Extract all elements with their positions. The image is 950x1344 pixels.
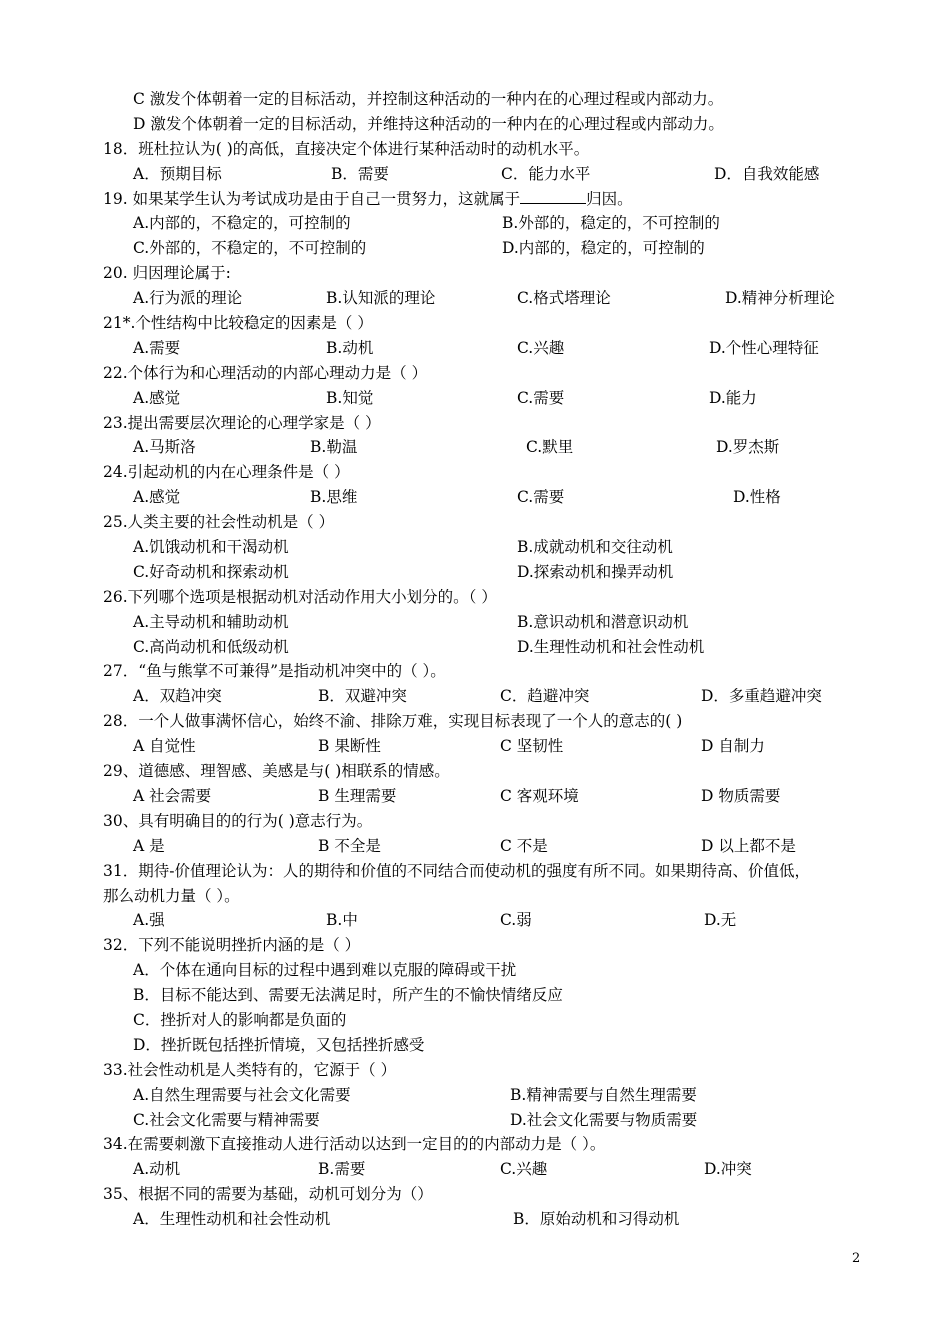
question-text [103,809,863,834]
answer-option: C.格式塔理论 [517,289,611,308]
answer-options-row [103,236,863,261]
answer-option: C．能力水平 [501,164,591,183]
question-stem: 33.社会性动机是人类特有的，它源于（ ） [103,1060,397,1079]
answer-option: A 自觉性 [133,737,196,756]
question-stem: 24.引起动机的内在心理条件是（ ） [103,463,350,482]
question-text [103,361,863,386]
answer-option: B.勒温 [310,438,358,457]
answer-option: A.主导动机和辅助动机 [133,612,289,631]
question-stem: 31．期待-价值理论认为：人的期待和价值的不同结合而使动机的强度有所不同。如果期待高、价值低， [103,861,810,880]
question-stem: 35、根据不同的需要为基础，动机可划分为（） [103,1185,433,1204]
question-stem: 34.在需要刺激下直接推动人进行活动以达到一定目的的内部动力是（ ）。 [103,1135,606,1154]
answer-option: B.动机 [326,338,374,357]
answer-option: D.探索动机和操弄动机 [517,562,674,581]
answer-option: B.思维 [310,488,358,507]
question-text [103,510,863,535]
question-text [103,311,863,336]
fill-in-blank [520,189,586,204]
answer-options-row [103,908,863,933]
answer-option: A.马斯洛 [133,438,196,457]
answer-option: B．双避冲突 [318,687,407,706]
question-text-start: 19. 如果某学生认为考试成功是由于自己一贯努力，这就属于 [103,189,521,208]
answer-option: B.知觉 [326,388,374,407]
answer-option: A.饥饿动机和干渴动机 [133,538,289,557]
option-text: A．个体在通向目标的过程中遇到难以克服的障碍或干扰 [133,961,517,980]
answer-option-line [103,1008,863,1033]
question-text [103,411,863,436]
answer-option: A.需要 [133,338,181,357]
answer-option: D 物质需要 [701,786,781,805]
question-stem: 28．一个人做事满怀信心，始终不渝、排除万难，实现目标表现了一个人的意志的( ) [103,712,683,731]
answer-option: A.强 [133,911,165,930]
answer-option: A．双趋冲突 [133,687,222,706]
answer-options-row [103,211,863,236]
question-text [103,1058,863,1083]
answer-option: B.中 [326,911,358,930]
answer-option: C 坚韧性 [500,737,564,756]
answer-option: A.动机 [133,1160,181,1179]
question-stem: 27．“鱼与熊掌不可兼得”是指动机冲突中的（ ）。 [103,662,446,681]
question-stem: 18．班杜拉认为( )的高低，直接决定个体进行某种活动时的动机水平。 [103,139,590,158]
answer-option: A.感觉 [133,488,181,507]
answer-option: A.内部的，不稳定的，可控制的 [133,214,351,233]
answer-option: B.外部的，稳定的，不可控制的 [502,214,720,233]
answer-option: B 不全是 [318,836,381,855]
question-stem: 29、道德感、理智感、美感是与( )相联系的情感。 [103,762,450,781]
answer-option: D.社会文化需要与物质需要 [510,1110,698,1129]
answer-option: B 果断性 [318,737,381,756]
answer-option: C.高尚动机和低级动机 [133,637,289,656]
answer-option: A.自然生理需要与社会文化需要 [133,1085,351,1104]
answer-options-row [103,1157,863,1182]
answer-option: B 生理需要 [318,786,397,805]
answer-option: D 以上都不是 [701,836,796,855]
question-stem: 21*.个性结构中比较稳定的因素是（ ） [103,314,373,333]
question-stem: 32．下列不能说明挫折内涵的是（ ） [103,936,361,955]
option-text: B．目标不能达到、需要无法满足时，所产生的不愉快情绪反应 [133,986,563,1005]
answer-options-row [103,336,863,361]
option-text: C 激发个体朝着一定的目标活动，并控制这种活动的一种内在的心理过程或内部动力。 [133,90,724,108]
question-text [103,187,863,212]
answer-option: B.需要 [318,1160,366,1179]
answer-option: D.精神分析理论 [725,289,835,308]
question-text [103,137,863,162]
answer-options-row [103,386,863,411]
answer-options-row [103,286,863,311]
answer-option: C.弱 [500,911,532,930]
answer-option: A．预期目标 [133,164,222,183]
question-text [103,884,863,909]
answer-options-row [103,734,863,759]
answer-options-row [103,684,863,709]
answer-option: D 自制力 [701,737,765,756]
question-text [103,933,863,958]
answer-option: C.好奇动机和探索动机 [133,562,289,581]
answer-option: B．需要 [331,164,389,183]
answer-option: A 是 [133,836,165,855]
answer-option: D．多重趋避冲突 [701,687,822,706]
answer-option-line [103,1033,863,1058]
option-text: C．挫折对人的影响都是负面的 [133,1010,347,1029]
question-stem: 26.下列哪个选项是根据动机对活动作用大小划分的。（ ） [103,587,497,606]
answer-option: D.性格 [733,488,781,507]
page-number: 2 [852,1251,861,1266]
answer-option: C.需要 [517,388,565,407]
answer-options-row [103,1083,863,1108]
answer-option: B.认知派的理论 [326,289,436,308]
answer-option: C.兴趣 [517,338,565,357]
answer-option: C．趋避冲突 [500,687,590,706]
answer-option-line [103,112,863,137]
question-text [103,1132,863,1157]
answer-option: A 社会需要 [133,786,212,805]
answer-options-row [103,1207,863,1232]
answer-option: A.行为派的理论 [133,289,243,308]
answer-option: C.默里 [526,438,574,457]
question-stem: 25.人类主要的社会性动机是（ ） [103,513,335,532]
answer-option: A.感觉 [133,388,181,407]
question-stem: 30、具有明确目的的行为( )意志行为。 [103,811,373,830]
answer-options-row [103,635,863,660]
question-stem: 那么动机力量（ ）。 [103,886,240,905]
answer-option: B.意识动机和潜意识动机 [517,612,689,631]
answer-option: C.需要 [517,488,565,507]
question-text-end: 归因。 [586,189,633,208]
answer-options-row [103,162,863,187]
answer-option: D.罗杰斯 [716,438,780,457]
answer-option: C.兴趣 [500,1160,548,1179]
answer-option: D.生理性动机和社会性动机 [517,637,705,656]
question-text [103,585,863,610]
answer-option: D.冲突 [704,1160,752,1179]
answer-option: C.外部的，不稳定的，不可控制的 [133,239,367,258]
option-text: D．挫折既包括挫折情境，又包括挫折感受 [133,1035,425,1054]
question-stem: 23.提出需要层次理论的心理学家是（ ） [103,413,381,432]
answer-options-row [103,535,863,560]
answer-option: D.能力 [709,388,757,407]
question-stem: 22.个体行为和心理活动的内部心理动力是（ ） [103,363,428,382]
question-stem: 20. 归因理论属于: [103,264,231,283]
option-text: D 激发个体朝着一定的目标活动，并维持这种活动的一种内在的心理过程或内部动力。 [133,114,724,133]
answer-option: B.精神需要与自然生理需要 [510,1085,697,1104]
question-text [103,759,863,784]
answer-option: C 不是 [500,836,548,855]
answer-options-row [103,1108,863,1133]
question-text [103,859,863,884]
answer-options-row [103,560,863,585]
question-text [103,659,863,684]
answer-option-line [103,983,863,1008]
answer-options-row [103,834,863,859]
answer-options-row [103,610,863,635]
answer-option: D.无 [704,911,737,930]
answer-option: C 客观环境 [500,786,579,805]
answer-option: B．原始动机和习得动机 [513,1210,680,1229]
answer-option: D.内部的，稳定的，可控制的 [502,239,705,258]
answer-option: D.个性心理特征 [709,338,819,357]
answer-option: D．自我效能感 [714,164,820,183]
answer-option: A．生理性动机和社会性动机 [133,1210,331,1229]
answer-options-row [103,435,863,460]
answer-option-line [103,958,863,983]
answer-options-row [103,485,863,510]
answer-option: C.社会文化需要与精神需要 [133,1110,320,1129]
question-text [103,460,863,485]
answer-option: B.成就动机和交往动机 [517,538,673,557]
question-text [103,1182,863,1207]
question-text [103,261,863,286]
answer-options-row [103,784,863,809]
answer-option-line [103,87,863,112]
question-text [103,709,863,734]
question-list [103,87,863,1232]
